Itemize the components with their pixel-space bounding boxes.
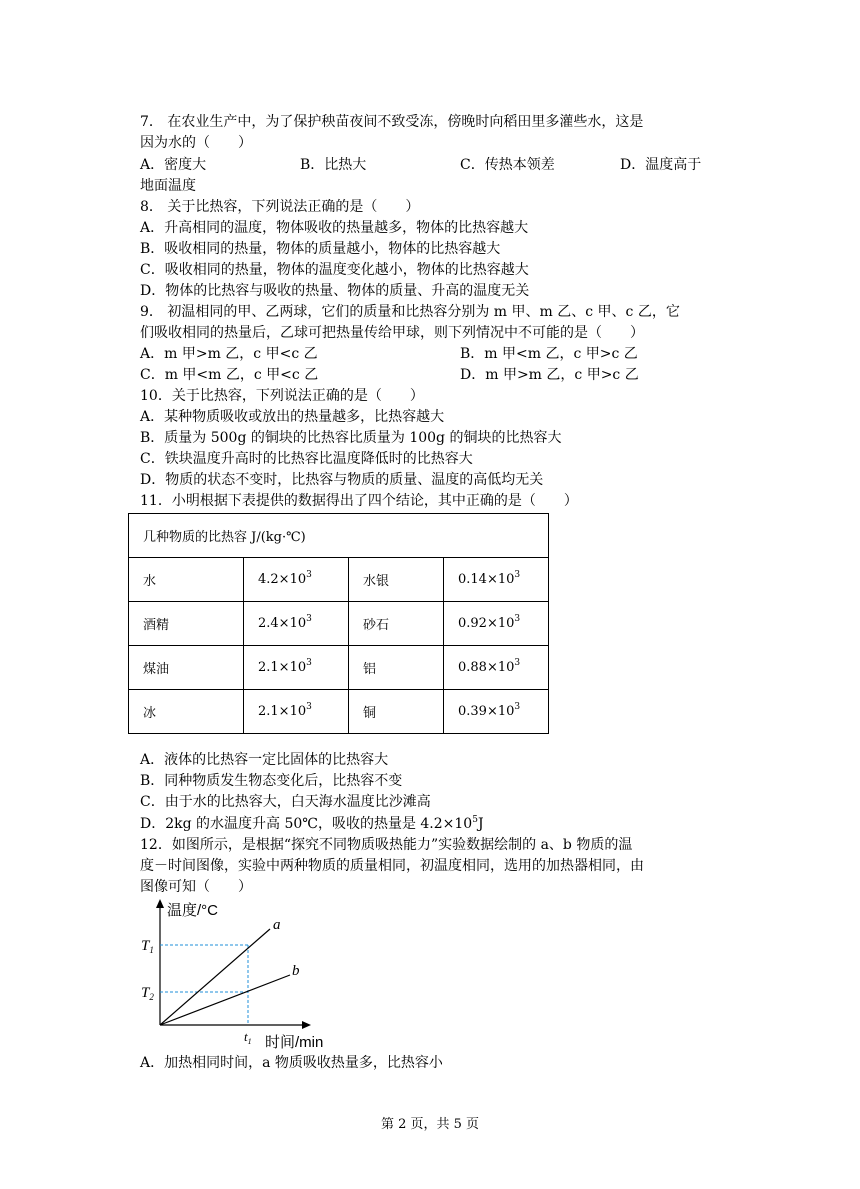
q9-option-d: D．m 甲>m 乙，c 甲>c 乙 bbox=[460, 367, 639, 383]
table-cell-substance: 铜 bbox=[349, 690, 444, 734]
table-cell-substance: 煤油 bbox=[129, 646, 244, 690]
q12-stem-line3: 图像可知（ ） bbox=[140, 879, 252, 895]
table-cell-value: $2.1\times 10^3$ bbox=[244, 690, 349, 734]
table-cell-substance: 冰 bbox=[129, 690, 244, 734]
q9-option-a: A．m 甲>m 乙，c 甲<c 乙 bbox=[140, 346, 318, 362]
q9-option-c: C．m 甲<m 乙，c 甲<c 乙 bbox=[140, 367, 319, 383]
table-row bbox=[129, 690, 549, 734]
table-cell-value: $0.39\times 10^3$ bbox=[444, 690, 549, 734]
q11-stem: 11．小明根据下表提供的数据得出了四个结论，其中正确的是（ ） bbox=[140, 493, 578, 509]
q10-stem: 10．关于比热容，下列说法正确的是（ ） bbox=[140, 388, 424, 404]
q7-option-d: D．温度高于 bbox=[620, 157, 702, 173]
q8-option-d: D．物体的比热容与吸收的热量、物体的质量、升高的温度无关 bbox=[140, 283, 530, 299]
table-cell-substance: 水银 bbox=[349, 558, 444, 602]
specific-heat-table bbox=[128, 513, 549, 734]
t1-label: $T_1$ bbox=[141, 938, 154, 955]
table-row bbox=[129, 558, 549, 602]
temperature-time-graph bbox=[135, 895, 335, 1055]
table-title: 几种物质的比热容 J/(kg·℃) bbox=[129, 514, 549, 558]
x-axis-label: 时间/min bbox=[265, 1034, 324, 1051]
q10-option-b: B．质量为 500g 的铜块的比热容比质量为 100g 的铜块的比热容大 bbox=[140, 430, 562, 446]
q12-stem-line2: 度－时间图像，实验中两种物质的质量相同，初温度相同，选用的加热器相同，由 bbox=[140, 858, 644, 874]
y-axis-arrow bbox=[156, 899, 164, 908]
table-cell-substance: 酒精 bbox=[129, 602, 244, 646]
table-cell-value: $4.2\times 10^3$ bbox=[244, 558, 349, 602]
q8-option-b: B．吸收相同的热量，物体的质量越小，物体的比热容越大 bbox=[140, 241, 501, 257]
q11-option-a: A．液体的比热容一定比固体的比热容大 bbox=[140, 752, 389, 768]
page-footer: 第 2 页，共 5 页 bbox=[380, 1117, 480, 1132]
table-cell-value: $2.4\times 10^3$ bbox=[244, 602, 349, 646]
q12-stem-line1: 12．如图所示，是根据“探究不同物质吸热能力”实验数据绘制的 a、b 物质的温 bbox=[140, 837, 633, 853]
q10-option-d: D．物质的状态不变时，比热容与物质的质量、温度的高低均无关 bbox=[140, 472, 544, 488]
q7-stem-line1: 7． 在农业生产中，为了保护秧苗夜间不致受冻，傍晚时向稻田里多灌些水，这是 bbox=[140, 114, 644, 130]
series-b-label: b bbox=[292, 963, 300, 979]
time-label: $t_1$ bbox=[244, 1029, 252, 1046]
q11-option-b: B．同种物质发生物态变化后，比热容不变 bbox=[140, 773, 403, 789]
q11-option-c: C．由于水的比热容大，白天海水温度比沙滩高 bbox=[140, 794, 431, 810]
q9-option-b: B．m 甲<m 乙，c 甲>c 乙 bbox=[460, 346, 638, 362]
q8-stem: 8． 关于比热容，下列说法正确的是（ ） bbox=[140, 199, 420, 215]
table-cell-substance: 水 bbox=[129, 558, 244, 602]
q11-option-d: D．2kg 的水温度升高 50℃，吸收的热量是 $4.2\times 10^5J$ bbox=[140, 815, 484, 832]
q7-stem-line2: 因为水的（ ） bbox=[140, 135, 252, 151]
table-cell-value: $0.92\times 10^3$ bbox=[444, 602, 549, 646]
line-b bbox=[160, 975, 290, 1025]
q7-option-c: C．传热本领差 bbox=[460, 157, 555, 173]
q10-option-a: A．某种物质吸收或放出的热量越多，比热容越大 bbox=[140, 409, 445, 425]
line-a bbox=[160, 929, 270, 1025]
q7-option-b: B．比热大 bbox=[300, 157, 367, 173]
table-cell-substance: 砂石 bbox=[349, 602, 444, 646]
q7-option-d-cont: 地面温度 bbox=[140, 178, 196, 194]
series-a-label: a bbox=[273, 917, 281, 933]
q9-stem-line1: 9． 初温相同的甲、乙两球，它们的质量和比热容分别为 m 甲、m 乙、c 甲、c 乙，它 bbox=[140, 304, 680, 320]
q7-option-a: A．密度大 bbox=[140, 157, 207, 173]
q10-option-c: C．铁块温度升高时的比热容比温度降低时的比热容大 bbox=[140, 451, 473, 467]
table-cell-value: $2.1\times 10^3$ bbox=[244, 646, 349, 690]
table-cell-value: $0.14\times 10^3$ bbox=[444, 558, 549, 602]
table-row bbox=[129, 646, 549, 690]
q8-option-a: A．升高相同的温度，物体吸收的热量越多，物体的比热容越大 bbox=[140, 220, 529, 236]
t2-label: $T_2$ bbox=[141, 985, 154, 1002]
x-axis-arrow bbox=[302, 1021, 311, 1029]
q12-option-a: A．加热相同时间，a 物质吸收热量多，比热容小 bbox=[140, 1055, 443, 1071]
y-axis-label: 温度/°C bbox=[167, 902, 218, 919]
q8-option-c: C．吸收相同的热量，物体的温度变化越小，物体的比热容越大 bbox=[140, 262, 529, 278]
table-cell-substance: 铝 bbox=[349, 646, 444, 690]
table-row bbox=[129, 602, 549, 646]
table-cell-value: $0.88\times 10^3$ bbox=[444, 646, 549, 690]
q9-stem-line2: 们吸收相同的热量后，乙球可把热量传给甲球，则下列情况中不可能的是（ ） bbox=[140, 325, 644, 341]
